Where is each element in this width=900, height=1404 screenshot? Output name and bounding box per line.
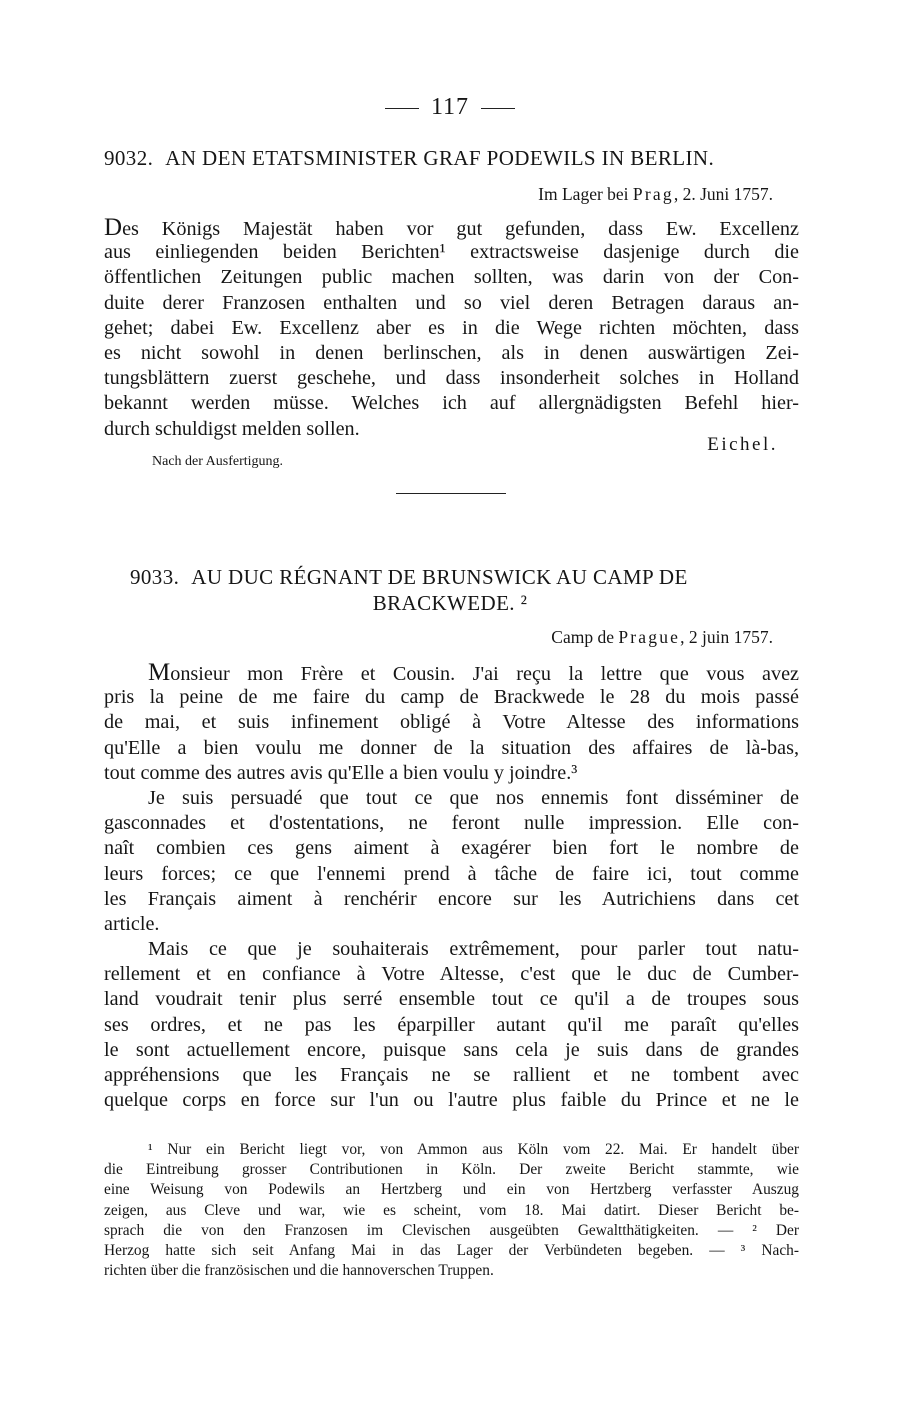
page-number-dash-right — [481, 108, 515, 109]
footnotes — [104, 1140, 799, 1281]
letter-9032-body — [104, 215, 799, 442]
text-line: leurs forces; ce que l'ennemi prend à tâche de faire ici, tout comme — [104, 862, 799, 885]
letter-9033-number: 9033. — [130, 565, 180, 589]
line-9032-1: es Königs Majestät haben vor gut gefunden, dass Ew. Excellenz — [122, 218, 799, 240]
page-number-dash-left — [385, 108, 419, 109]
text-line: bekannt werden müsse. Welches ich auf allergnädigsten Befehl hier- — [104, 392, 799, 415]
text-line: land voudrait tenir plus serré ensemble tout ce qu'il a de troupes sous — [104, 988, 799, 1011]
letter-9033-heading-line2: BRACKWEDE. ² — [372, 591, 528, 615]
dateline-place: Prag — [632, 184, 674, 204]
text-line: ses ordres, et ne pas les éparpiller autant qu'il me paraît qu'elles — [104, 1013, 799, 1036]
text-line: Monsieur mon Frère et Cousin. J'ai reçu la lettre que vous avez — [148, 659, 799, 686]
letter-9032-number: 9032. — [104, 146, 154, 170]
footnote-line: ¹ Nur ein Bericht liegt vor, von Ammon aus Köln vom 22. Mai. Er handelt über — [148, 1141, 799, 1158]
text-line: de mai, et suis infinement obligé à Votre Altesse des informations — [104, 711, 799, 734]
footnote-line: eine Weisung von Podewils an Hertzberg und ein von Hertzberg verfasster Auszug — [104, 1181, 799, 1199]
text-line: gehet; dabei Ew. Excellenz aber es in die Wege richten möchten, dass — [104, 316, 799, 339]
letter-9033-body — [104, 660, 799, 1113]
letter-9032-heading — [104, 146, 714, 171]
text-line: naît combien ces gens aiment à exagérer bien fort le nombre de — [104, 837, 799, 860]
letter-9032-title: AN DEN ETATSMINISTER GRAF PODEWILS IN BERLIN. — [165, 146, 715, 170]
text-line: öffentlichen Zeitungen public machen sollten, was darin von der Con- — [104, 266, 799, 289]
text-line: quelque corps en force sur l'un ou l'autre plus faible du Prince et ne le — [104, 1089, 799, 1112]
dateline-place: Prague — [618, 627, 681, 647]
text-line: durch schuldigst melden sollen. — [104, 417, 360, 440]
text-line: gasconnades et d'ostentations, ne feront nulle impression. Elle con- — [104, 812, 799, 835]
text-line: appréhensions que les Français ne se rallient et ne tombent avec — [104, 1064, 799, 1086]
source-note: Nach der Ausfertigung. — [152, 454, 284, 469]
text-line: Des Königs Majestät haben vor gut gefunden, dass Ew. Excellenz — [104, 214, 799, 241]
footnote-line: Herzog hatte sich seit Anfang Mai in das Lager der Verbündeten begeben. — ³ Nach- — [104, 1241, 799, 1259]
page-number: 117 — [0, 94, 900, 121]
text-line: le sont actuellement encore, puisque sans cela je suis dans de grandes — [104, 1038, 799, 1061]
section-divider — [396, 493, 506, 494]
letter-9032-dateline: Im Lager bei Prag, 2. Juni 1757. — [538, 184, 773, 204]
signature: Eichel. — [707, 434, 778, 455]
text-line: article. — [104, 912, 160, 935]
line-9033-1: onsieur mon Frère et Cousin. J'ai reçu la lettre que vous avez — [170, 663, 799, 685]
footnote-line: die Eintreibung grosser Contributionen in Köln. Der zweite Bericht stammte, wie — [104, 1161, 799, 1179]
text-line: aus einliegenden beiden Berichten¹ extractsweise dasjenige durch die — [104, 241, 799, 264]
footnote-line: sprach die von den Franzosen im Clevischen ausgeübten Gewaltthätigkeiten. — ² Der — [104, 1221, 799, 1239]
text-line: rellement et en confiance à Votre Altesse, c'est que le duc de Cumber- — [104, 963, 799, 986]
footnote-line: zeigen, aus Cleve und war, wie es scheint, vom 18. Mai datirt. Dieser Bericht be- — [104, 1201, 799, 1219]
letter-9033-heading — [130, 565, 688, 590]
text-line: qu'Elle a bien voulu me donner de la situation des affaires de là-bas, — [104, 736, 799, 759]
text-line: les Français aiment à renchérir encore sur les Autrichiens dans cet — [104, 887, 799, 910]
letter-9033-title-line1: AU DUC RÉGNANT DE BRUNSWICK AU CAMP DE — [191, 565, 688, 589]
text-line: Je suis persuadé que tout ce que nos ennemis font disséminer de — [148, 786, 799, 809]
text-line: pris la peine de me faire du camp de Brackwede le 28 du mois passé — [104, 686, 799, 709]
text-line: es nicht sowohl in denen berlinschen, als in denen auswärtigen Zei- — [104, 341, 799, 364]
footnote-line: richten über die französischen und die hannoverschen Truppen. — [104, 1262, 494, 1280]
text-line: duite derer Franzosen enthalten und so viel deren Betragen daraus an- — [104, 291, 799, 314]
text-line: tungsblättern zuerst geschehe, und dass insonderheit solches in Holland — [104, 367, 799, 390]
text-line: Mais ce que je souhaiterais extrêmement, pour parler tout natu- — [148, 938, 799, 961]
letter-9033-dateline: Camp de Prague, 2 juin 1757. — [551, 627, 773, 647]
text-line: tout comme des autres avis qu'Elle a bien voulu y joindre.³ — [104, 761, 578, 784]
